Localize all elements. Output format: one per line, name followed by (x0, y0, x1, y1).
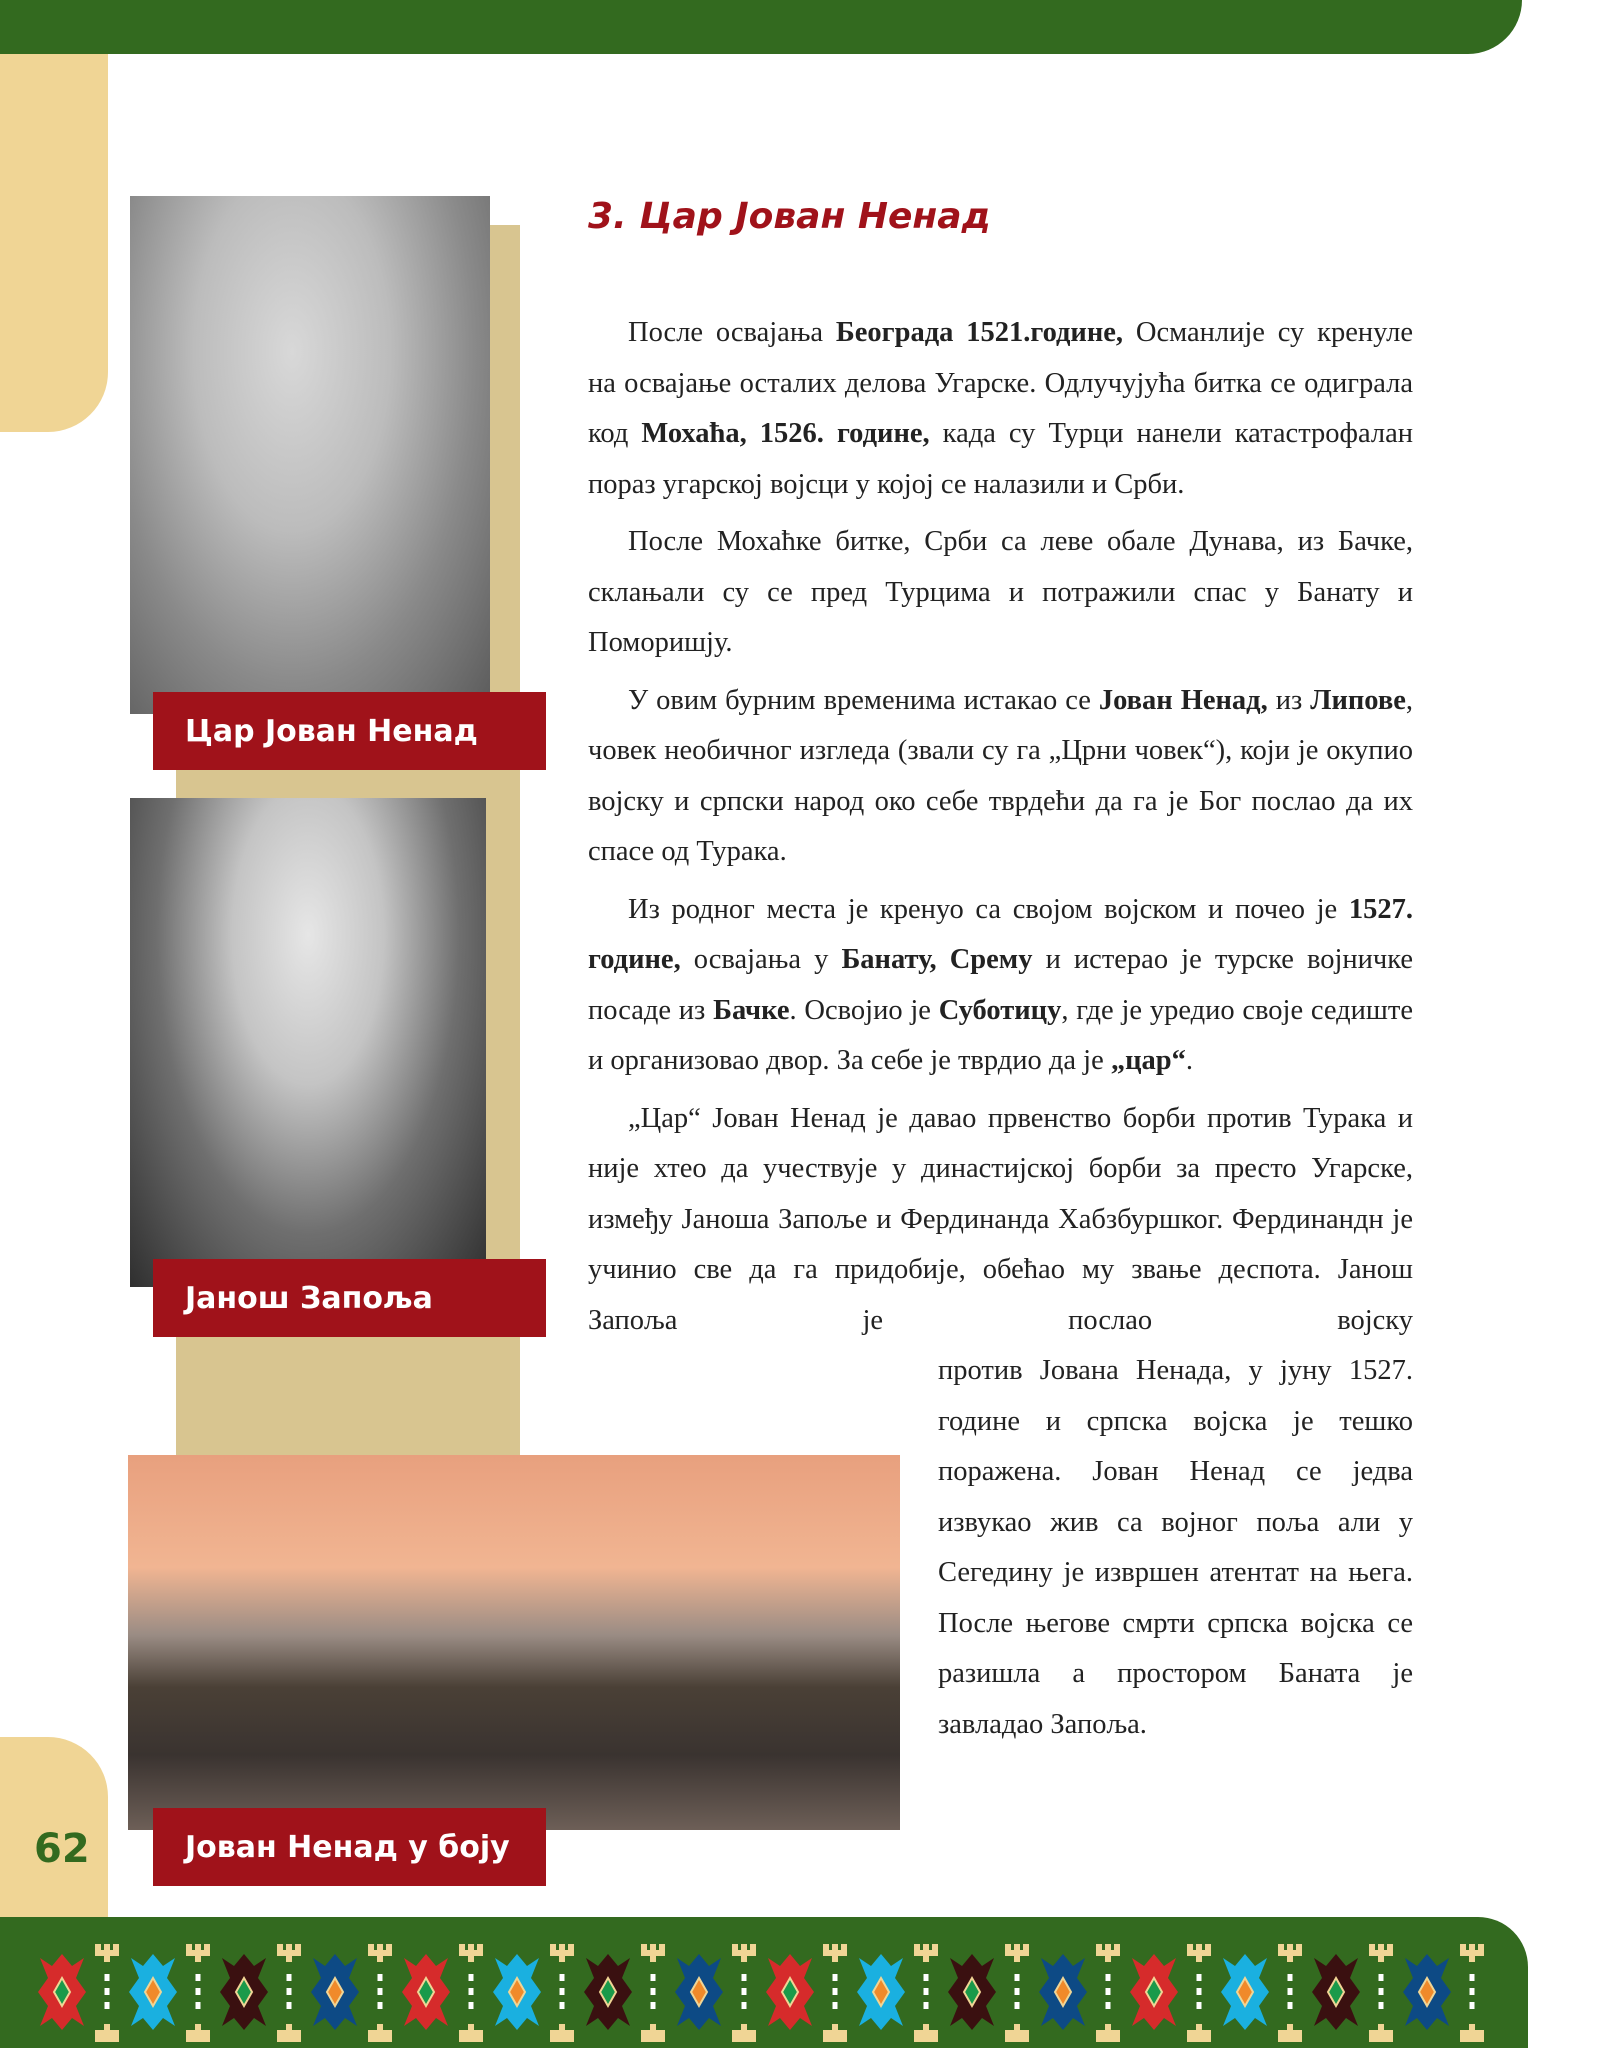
motif-tower-top (186, 1944, 210, 1962)
top-side-tab (0, 54, 108, 432)
motif-dot (833, 1988, 838, 1995)
bold-text: Јован Ненад, (1098, 684, 1268, 716)
motif-dot (196, 1988, 201, 1995)
motif-dot (287, 1988, 292, 1995)
motif-tower-bottom (277, 2024, 301, 2042)
motif-dot (287, 2002, 292, 2009)
motif-dot (651, 1988, 656, 1995)
caption-jovan-nenad: Цар Јован Ненад (153, 692, 546, 770)
motif-tower-bottom (732, 2024, 756, 2042)
motif-dot (1197, 1974, 1202, 1981)
text: . (1185, 1045, 1194, 1076)
motif-dot (651, 2002, 656, 2009)
paragraph (588, 1094, 1413, 1347)
caption-battle: Јован Ненад у боју (153, 1808, 546, 1886)
paragraph (938, 1346, 1413, 1750)
motif-dot (924, 1988, 929, 1995)
motif-tower-bottom (1369, 2024, 1393, 2042)
motif-dot (560, 1988, 565, 1995)
motif-tower-bottom (1460, 2024, 1484, 2042)
motif-dot (1106, 2002, 1111, 2009)
motif-tower-bottom (368, 2024, 392, 2042)
motif-dot (833, 1974, 838, 1981)
motif-dot (833, 2002, 838, 2009)
motif-dot (1470, 2002, 1475, 2009)
motif-tower-top (823, 1944, 847, 1962)
motif-dot (1015, 1974, 1020, 1981)
motif-dot (924, 1974, 929, 1981)
motif-dot (924, 2002, 929, 2009)
motif-tower-bottom (550, 2024, 574, 2042)
motif-tower-top (368, 1944, 392, 1962)
motif-dot (742, 1974, 747, 1981)
motif-tower-bottom (1005, 2024, 1029, 2042)
text: После Мохаћке битке, Срби са леве обале Дунава, из Бачке, склањали су се пред Турцима и потражили спас у Банату и Поморишју. (588, 526, 1413, 658)
bold-text: 1527. године, (588, 893, 1413, 975)
motif-tower-top (1187, 1944, 1211, 1962)
bold-text: Суботицу (938, 994, 1062, 1026)
motif-dot (1470, 1974, 1475, 1981)
top-green-bar (0, 0, 1522, 54)
motif-dot (1106, 1988, 1111, 1995)
motif-dot (1106, 1974, 1111, 1981)
motif-dot (378, 1988, 383, 1995)
motif-dot (1470, 1988, 1475, 1995)
caption-janos-zapolja: Јанош Запоља (153, 1259, 546, 1337)
motif-dot (287, 1974, 292, 1981)
motif-dot (1197, 2002, 1202, 2009)
motif-tower-top (1369, 1944, 1393, 1962)
motif-tower-bottom (459, 2024, 483, 2042)
motif-tower-top (95, 1944, 119, 1962)
motif-tower-bottom (641, 2024, 665, 2042)
motif-tower-bottom (1187, 2024, 1211, 2042)
text: После освајања (628, 317, 836, 348)
motif-tower-bottom (95, 2024, 119, 2042)
motif-tower-top (1278, 1944, 1302, 1962)
text: , човек необичног изгледа (звали су га „Црни човек“), који је окупио војску и српски народ око себе тврдећи да га је Бог послао да их спасе од Турака. (588, 684, 1413, 867)
text: и истерао је турске војничке посаде из (588, 944, 1414, 1026)
motif-dot (469, 2002, 474, 2009)
motif-tower-bottom (1278, 2024, 1302, 2042)
paragraph (588, 885, 1413, 1087)
bold-text: Липове (1310, 684, 1406, 716)
motif-dot (105, 1974, 110, 1981)
page-number: 62 (34, 1826, 90, 1872)
text: „Цар“ Јован Ненад је давао првенство борби против Турака и није хтео да учествује у династијској борби за престо Угарске, између Јаноша Запоље и Фердинанда Хабзбуршког. Фердинандн је учинио све да га придобије, обећао му звање деспота. Јанош Запоља је послао војску (588, 1102, 1413, 1336)
motif-dot (105, 1988, 110, 1995)
bold-text: Београда 1521.године, (835, 317, 1124, 348)
motif-tower-bottom (823, 2024, 847, 2042)
motif-dot (378, 1974, 383, 1981)
bold-text: Бачке (713, 994, 790, 1026)
motif-tower-top (914, 1944, 938, 1962)
paragraph (588, 308, 1413, 510)
text: када су Турци нанели катастрофалан пораз угарској војсци у којој се налазили и Срби. (588, 418, 1413, 500)
bold-text: Мохаћа, 1526. године, (641, 418, 930, 449)
motif-dot (1379, 1988, 1384, 1995)
motif-tower-top (1005, 1944, 1029, 1962)
motif-dot (1015, 1988, 1020, 1995)
motif-dot (1015, 2002, 1020, 2009)
text: освајања у (680, 944, 842, 975)
motif-dot (1197, 1988, 1202, 1995)
folk-pattern (38, 1940, 1498, 2050)
paragraph (588, 517, 1413, 669)
paragraph (588, 676, 1413, 878)
motif-tower-bottom (1096, 2024, 1120, 2042)
section-title: 3. Цар Јован Ненад (588, 196, 991, 237)
body-text (588, 308, 1413, 1757)
motif-dot (196, 1974, 201, 1981)
motif-dot (469, 1974, 474, 1981)
motif-dot (560, 2002, 565, 2009)
motif-tower-bottom (914, 2024, 938, 2042)
portrait-janos-zapolja (130, 798, 486, 1287)
motif-dot (1379, 1974, 1384, 1981)
text: Из родног места је кренуо са својом војском и почео је (628, 893, 1349, 925)
motif-tower-top (732, 1944, 756, 1962)
motif-dot (560, 1974, 565, 1981)
motif-tower-bottom (186, 2024, 210, 2042)
motif-dot (1288, 1988, 1293, 1995)
motif-dot (1288, 1974, 1293, 1981)
motif-dot (651, 1974, 656, 1981)
motif-dot (742, 1988, 747, 1995)
motif-dot (105, 2002, 110, 2009)
motif-tower-top (277, 1944, 301, 1962)
text: . Освојио је (789, 994, 939, 1026)
bold-text: Банату, Срему (841, 944, 1033, 975)
text: Османлије су кренуле на освајање осталих делова Угарске. Одлучујућа битка се одиграла код (588, 317, 1413, 449)
motif-dot (469, 1988, 474, 1995)
motif-dot (196, 2002, 201, 2009)
text: против Јована Ненада, у јуну 1527. године и српска војска је тешко поражена. Јован Ненад се једва извукао жив са војног поља али у Сегедину је извршен атентат на њега. После његове смрти српска војска се разишла а простором Баната је завладао Запоља. (938, 1355, 1413, 1740)
motif-tower-top (459, 1944, 483, 1962)
motif-dot (1379, 2002, 1384, 2009)
motif-dot (742, 2002, 747, 2009)
motif-dot (378, 2002, 383, 2009)
text: , где је уредио своје седиште и организовао двор. За себе је тврдио да је (588, 994, 1413, 1076)
motif-tower-top (1096, 1944, 1120, 1962)
text: У овим бурним временима истакао се (628, 684, 1099, 716)
motif-tower-top (1460, 1944, 1484, 1962)
motif-tower-top (550, 1944, 574, 1962)
bold-text: „цар“ (1110, 1045, 1186, 1076)
motif-dot (1288, 2002, 1293, 2009)
portrait-jovan-nenad (130, 196, 490, 714)
motif-tower-top (641, 1944, 665, 1962)
text: из (1267, 684, 1311, 716)
